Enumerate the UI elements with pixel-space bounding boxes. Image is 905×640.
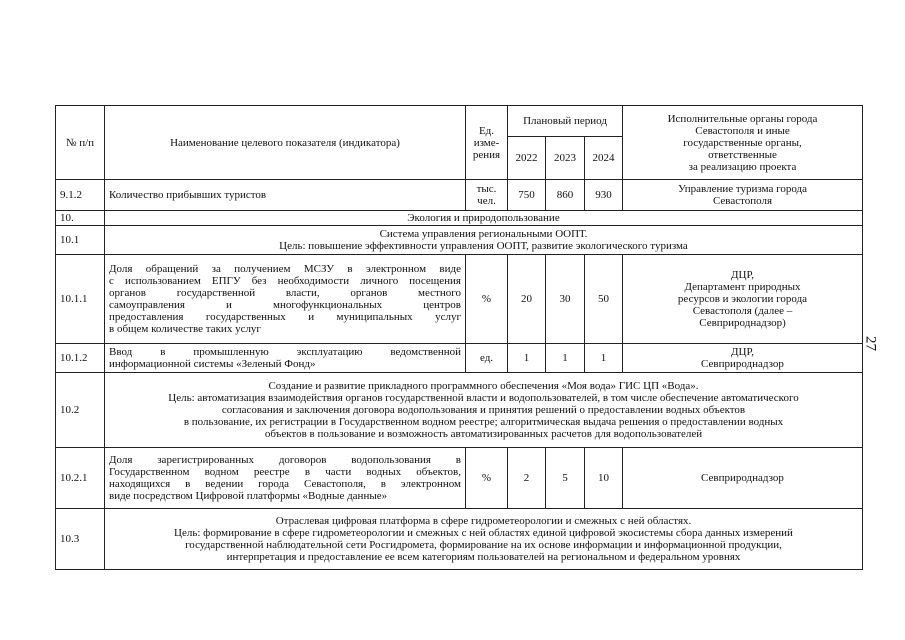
row-body-line: Севастополя (далее – <box>692 305 793 317</box>
subsection-line: интерпретация и предоставление ее всем категориям пользователей на региональном и федеральном уровнях <box>226 551 741 563</box>
row-body <box>623 255 863 344</box>
row-body <box>623 344 863 373</box>
row-value-2024: 50 <box>585 255 623 344</box>
header-unit <box>466 106 508 180</box>
header-bodies <box>623 106 863 180</box>
row-body-line: Севприроднадзор <box>701 358 784 370</box>
row-value-2023: 30 <box>546 255 585 344</box>
table-row <box>56 255 863 344</box>
header-name: Наименование целевого показателя (индикатора) <box>105 106 466 180</box>
row-value-2022: 1 <box>508 344 546 373</box>
subsection-text <box>105 509 863 570</box>
row-name <box>105 344 466 373</box>
header-unit-line: рения <box>472 148 501 161</box>
row-name-line: с использованием ЕПГУ без необходимости личного посещения <box>109 275 461 287</box>
row-name <box>105 448 466 509</box>
page-number: 27 <box>862 336 879 351</box>
row-body-line: ресурсов и экологии города <box>677 293 808 305</box>
header-year-2022: 2022 <box>508 137 546 180</box>
subsection-line: в пользование, их регистрации в Государственном водном реестре; алгоритмическая выдача решения о предоставлении водных <box>183 416 784 428</box>
row-value-2024: 930 <box>585 180 623 211</box>
header-unit-line: Ед. <box>478 124 495 137</box>
section-title: Экология и природопользование <box>105 211 863 226</box>
subsection-row <box>56 226 863 255</box>
row-body-line: ДЦР, <box>731 269 754 281</box>
subsection-line: Цель: автоматизация взаимодействия органов государственной власти и водопользователей, в том числе обеспечение автоматического <box>168 392 799 404</box>
subsection-num: 10.3 <box>56 509 105 570</box>
subsection-line: Создание и развитие прикладного программного обеспечения «Моя вода» ГИС ЦП «Вода». <box>268 380 699 392</box>
subsection-text <box>105 373 863 448</box>
section-row <box>56 211 863 226</box>
header-bodies-line: Исполнительные органы города <box>667 112 818 125</box>
subsection-num: 10.2 <box>56 373 105 448</box>
row-body-line: Управление туризма города <box>677 183 808 195</box>
table-row <box>56 344 863 373</box>
row-name-line: Доля обращений за получением МСЗУ в электронном виде <box>109 263 461 275</box>
row-value-2023: 5 <box>546 448 585 509</box>
header-bodies-line: государственные органы, <box>683 136 802 149</box>
row-name-line: информационной системы «Зеленый Фонд» <box>109 358 316 370</box>
row-unit-line: тыс. <box>476 183 497 195</box>
row-unit <box>466 180 508 211</box>
row-value-2022: 2 <box>508 448 546 509</box>
subsection-line: объектов в пользование и возможность автоматизированных расчетов для водопользователей <box>264 428 703 440</box>
subsection-row <box>56 373 863 448</box>
row-value-2023: 860 <box>546 180 585 211</box>
subsection-line: государственной наблюдательной сети Росгидромета, формирование на их основе информации и информационной продукции, <box>185 539 782 551</box>
row-body: Севприроднадзор <box>623 448 863 509</box>
row-name-line: Доля зарегистрированных договоров водопользования в <box>109 454 461 466</box>
row-name-line: Ввод в промышленную эксплуатацию ведомственной <box>109 346 461 358</box>
row-name-line: самоуправления и многофункциональных центров <box>109 299 461 311</box>
subsection-line: согласования и заключения договора водопользования и принятия решений о предоставлении водных объектов <box>221 404 746 416</box>
row-body <box>623 180 863 211</box>
row-num: 10.1.2 <box>56 344 105 373</box>
row-body-line: Департамент природных <box>684 281 801 293</box>
subsection-line: Цель: повышение эффективности управления ООПТ, развитие экологического туризма <box>279 240 688 252</box>
row-value-2024: 10 <box>585 448 623 509</box>
header-bodies-line: ответственные <box>708 148 777 161</box>
subsection-row <box>56 509 863 570</box>
row-name <box>105 255 466 344</box>
row-value-2022: 20 <box>508 255 546 344</box>
row-num: 9.1.2 <box>56 180 105 211</box>
subsection-line: Система управления региональными ООПТ. <box>379 228 588 240</box>
header-unit-line: изме- <box>473 136 500 149</box>
subsection-num: 10.1 <box>56 226 105 255</box>
row-name-line: виде посредством Цифровой платформы «Водные данные» <box>109 490 388 502</box>
section-num: 10. <box>56 211 105 226</box>
header-bodies-line: Севастополя и иные <box>695 124 790 137</box>
subsection-line: Отраслевая цифровая платформа в сфере гидрометеорологии и смежных с ней областях. <box>275 515 692 527</box>
header-row <box>56 106 863 137</box>
row-name-line: Государственном водном реестре в части водных объектов, <box>109 466 461 478</box>
row-body-line: ДЦР, <box>731 346 754 358</box>
row-value-2024: 1 <box>585 344 623 373</box>
row-value-2022: 750 <box>508 180 546 211</box>
row-num: 10.2.1 <box>56 448 105 509</box>
row-name-line: органов государственной власти, органов местного <box>109 287 461 299</box>
subsection-text <box>105 226 863 255</box>
row-value-2023: 1 <box>546 344 585 373</box>
row-name-line: в общем количестве таких услуг <box>109 323 261 335</box>
row-body-line: Севприроднадзор) <box>699 317 786 329</box>
table-row <box>56 180 863 211</box>
row-name: Количество прибывших туристов <box>105 180 466 211</box>
subsection-line: Цель: формирование в сфере гидрометеорологии и смежных с ней областях единой цифровой экосистемы сбора данных измерений <box>174 527 793 539</box>
row-unit-line: чел. <box>477 195 496 207</box>
row-name-line: находящихся в ведении города Севастополя, в электронном <box>109 478 461 490</box>
header-year-2024: 2024 <box>585 137 623 180</box>
header-bodies-line: за реализацию проекта <box>688 160 797 173</box>
header-num: № п/п <box>56 106 105 180</box>
header-year-2023: 2023 <box>546 137 585 180</box>
header-period: Плановый период <box>508 106 623 137</box>
table-row <box>56 448 863 509</box>
row-name-line: предоставления государственных и муниципальных услуг <box>109 311 461 323</box>
indicators-table <box>55 105 863 570</box>
row-unit: % <box>466 255 508 344</box>
row-unit: ед. <box>466 344 508 373</box>
row-unit: % <box>466 448 508 509</box>
row-body-line: Севастополя <box>712 195 773 207</box>
row-num: 10.1.1 <box>56 255 105 344</box>
